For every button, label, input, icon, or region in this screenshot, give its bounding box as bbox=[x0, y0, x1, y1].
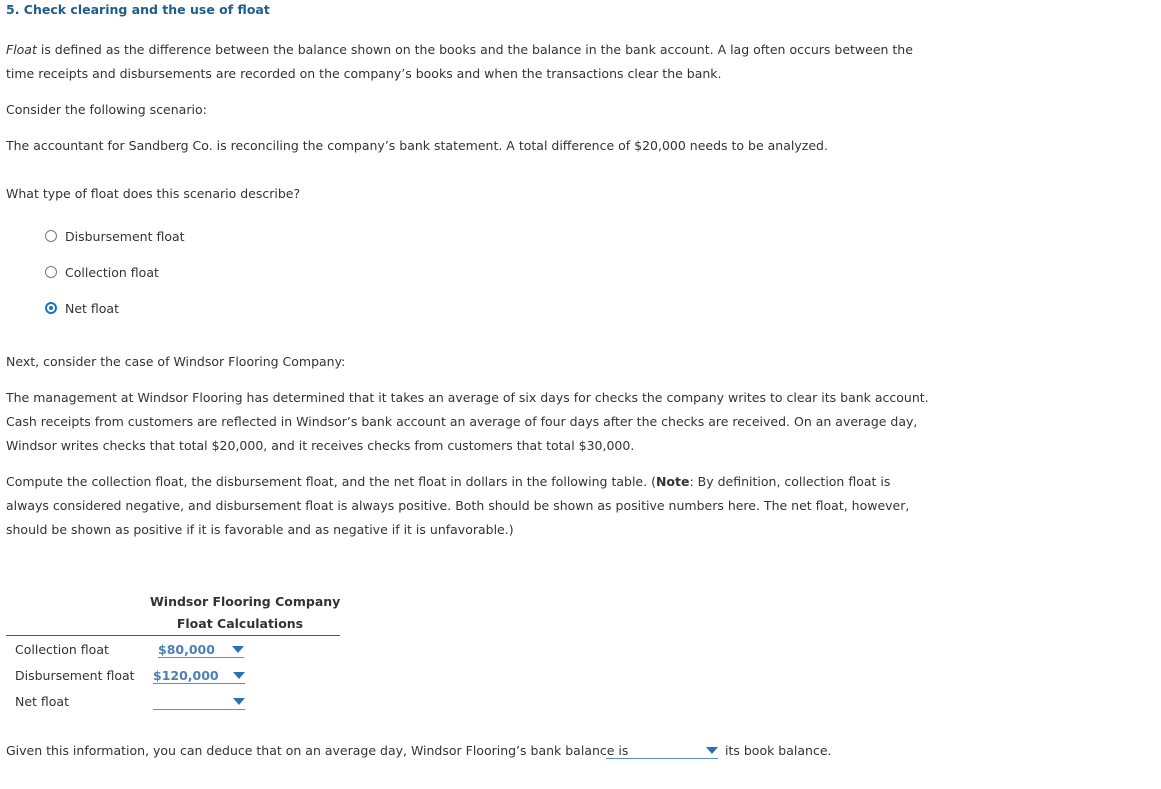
option-label: Collection float bbox=[65, 264, 159, 280]
next-case-text: Next, consider the case of Windsor Flooring Company: bbox=[6, 354, 346, 369]
dropdown-arrow-icon bbox=[232, 646, 244, 653]
radio-net-float-selected[interactable] bbox=[45, 302, 57, 314]
radio-disbursement-float[interactable] bbox=[45, 230, 57, 242]
table-divider bbox=[6, 635, 340, 636]
case-description: The management at Windsor Flooring has determined that it takes an average of six days for checks the company writes to clear its bank account. Cash receipts from customers are reflected in Windsor’s bank account an average of four days after the checks are received. On an average day, Windsor writes checks that total $20,000, and it receives checks from customers that total $30,000. bbox=[6, 390, 929, 453]
dropdown-arrow-icon bbox=[233, 672, 245, 679]
dropdown-value: $80,000 bbox=[158, 641, 215, 657]
conclusion-text-before: Given this information, you can deduce that on an average day, Windsor Flooring’s bank balance is bbox=[6, 743, 629, 758]
float-term: Float bbox=[6, 42, 37, 57]
dropdown-arrow-icon bbox=[233, 698, 245, 705]
compute-pre-text: Compute the collection float, the disbursement float, and the net float in dollars in the following table. ( bbox=[6, 474, 656, 489]
table-subtitle: Float Calculations bbox=[176, 616, 304, 631]
disbursement-float-dropdown[interactable] bbox=[153, 667, 245, 684]
option-label: Disbursement float bbox=[65, 228, 185, 244]
consider-text: Consider the following scenario: bbox=[6, 102, 207, 117]
row-label-net-float: Net float bbox=[15, 694, 69, 709]
float-definition-text: is defined as the difference between the balance shown on the books and the balance in the bank account. A lag often occurs between the time receipts and disbursements are recorded on the company’s books and when the transactions clear the bank. bbox=[6, 42, 913, 81]
option-label: Net float bbox=[65, 300, 119, 316]
row-label-collection-float: Collection float bbox=[15, 642, 109, 657]
option-disbursement-float[interactable] bbox=[45, 227, 185, 245]
question-title: 5. Check clearing and the use of float bbox=[6, 2, 270, 17]
radio-collection-float[interactable] bbox=[45, 266, 57, 278]
note-label: Note bbox=[655, 474, 690, 489]
net-float-dropdown[interactable] bbox=[153, 693, 245, 710]
row-label-disbursement-float: Disbursement float bbox=[15, 668, 135, 683]
option-net-float[interactable] bbox=[45, 299, 119, 317]
conclusion-text-after: its book balance. bbox=[725, 743, 832, 758]
compute-instructions bbox=[6, 470, 936, 542]
option-collection-float[interactable] bbox=[45, 263, 159, 281]
scenario-text: The accountant for Sandberg Co. is reconciling the company’s bank statement. A total difference of $20,000 needs to be analyzed. bbox=[6, 138, 828, 153]
collection-float-dropdown[interactable] bbox=[158, 641, 244, 658]
dropdown-value: $120,000 bbox=[153, 667, 219, 683]
compute-post-text: : By definition, collection float is always considered negative, and disbursement float is always positive. Both should be shown as positive numbers here. The net float, however, should be shown as positive if it is favorable and as negative if it is unfavorable.) bbox=[6, 474, 910, 537]
float-definition bbox=[6, 38, 936, 86]
float-type-prompt: What type of float does this scenario describe? bbox=[6, 186, 301, 201]
dropdown-arrow-icon bbox=[706, 747, 718, 754]
table-company-title: Windsor Flooring Company bbox=[150, 594, 341, 609]
bank-balance-comparison-dropdown[interactable] bbox=[606, 742, 718, 759]
